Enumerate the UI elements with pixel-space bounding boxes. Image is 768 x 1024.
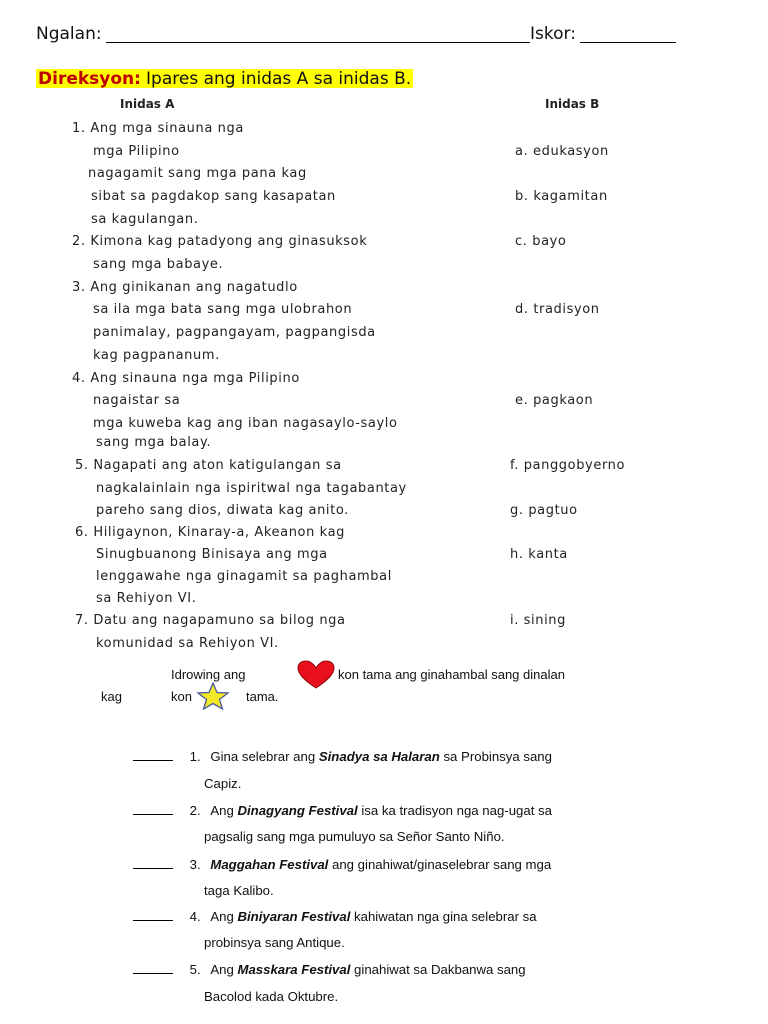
question-text: Ang (210, 962, 238, 977)
question-text: Gina selebrar ang (210, 749, 319, 764)
question-item (133, 962, 526, 977)
question-text: Ang (210, 803, 238, 818)
answer-blank[interactable] (133, 760, 173, 761)
question-festival: Masskara Festival (237, 962, 351, 977)
question-line2: pagsalig sang mga pumuluyo sa Señor Santo Niño. (204, 829, 505, 844)
column-b-item: i. sining (510, 613, 567, 628)
star-icon (196, 682, 230, 710)
column-a-line: panimalay, pagpangayam, pagpangisda (93, 325, 376, 340)
column-b-item: e. pagkaon (515, 393, 594, 408)
heart-icon (296, 660, 336, 690)
question-number: 3. (189, 857, 201, 872)
column-a-line: Sinugbuanong Binisaya ang mga (96, 547, 328, 562)
score-label: Iskor: (530, 24, 576, 44)
question-line2: probinsya sang Antique. (204, 935, 345, 950)
name-field[interactable] (106, 42, 530, 43)
instruction-part2: kon tama ang ginahambal sang dinalan (338, 667, 565, 682)
column-a-line: 5. Nagapati ang aton katigulangan sa (75, 458, 342, 473)
column-a-line: sa ila mga bata sang mga ulobrahon (93, 302, 353, 317)
column-a-line: sa Rehiyon VI. (96, 591, 197, 606)
column-a-line: mga Pilipino (93, 144, 180, 159)
name-label: Ngalan: (36, 24, 102, 44)
column-a-line: nagagamit sang mga pana kag (88, 166, 307, 181)
answer-blank[interactable] (133, 973, 173, 974)
question-text: ang ginahiwat/ginaselebrar sang mga (328, 857, 552, 872)
question-item (133, 909, 537, 924)
column-a-line: 4. Ang sinauna nga mga Pilipino (72, 371, 300, 386)
question-line2: Bacolod kada Oktubre. (204, 989, 339, 1004)
question-text: Ang (210, 909, 238, 924)
question-text: sa Probinsya sang (439, 749, 552, 764)
question-text: isa ka tradisyon nga nag-ugat sa (357, 803, 552, 818)
instruction-part4: kon (171, 689, 192, 704)
instruction-part5: tama. (246, 689, 279, 704)
question-festival: Dinagyang Festival (237, 803, 358, 818)
column-a-line: 1. Ang mga sinauna nga (72, 121, 244, 136)
column-a-line: sibat sa pagdakop sang kasapatan (91, 189, 336, 204)
column-a-line: kag pagpananum. (93, 348, 220, 363)
question-number: 2. (189, 803, 201, 818)
column-a-line: 2. Kimona kag patadyong ang ginasuksok (72, 234, 368, 249)
column-a-line: nagaistar sa (93, 393, 181, 408)
column-a-line: 3. Ang ginikanan ang nagatudlo (72, 280, 298, 295)
direction-text: Ipares ang inidas A sa inidas B. (146, 69, 412, 89)
question-number: 5. (189, 962, 201, 977)
answer-blank[interactable] (133, 920, 173, 921)
question-number: 4. (189, 909, 201, 924)
column-b-item: c. bayo (515, 234, 567, 249)
answer-blank[interactable] (133, 868, 173, 869)
question-line2: Capiz. (204, 776, 242, 791)
column-a-line: sa kagulangan. (91, 212, 199, 227)
direction-label: Direksyon: (38, 69, 141, 89)
question-festival: Biniyaran Festival (237, 909, 351, 924)
question-line2: taga Kalibo. (204, 883, 274, 898)
instruction-part3: kag (101, 689, 122, 704)
column-a-line: 6. Hiligaynon, Kinaray-a, Akeanon kag (75, 525, 345, 540)
column-a-line: sang mga babaye. (93, 257, 224, 272)
column-a-line: nagkalainlain nga ispiritwal nga tagabantay (96, 481, 407, 496)
column-a-title: Inidas A (120, 97, 175, 111)
column-b-title: Inidas B (545, 97, 600, 111)
column-a-line: lenggawahe nga ginagamit sa paghambal (96, 569, 392, 584)
instruction-part1: Idrowing ang (171, 667, 246, 682)
question-text: ginahiwat sa Dakbanwa sang (350, 962, 526, 977)
question-item (133, 857, 551, 872)
column-b-item: b. kagamitan (515, 189, 608, 204)
question-item (133, 803, 552, 818)
column-b-item: g. pagtuo (510, 503, 578, 518)
column-a-line: sang mga balay. (96, 435, 212, 450)
answer-blank[interactable] (133, 814, 173, 815)
column-b-item: f. panggobyerno (510, 458, 626, 473)
question-item (133, 749, 552, 764)
question-festival: Maggahan Festival (210, 857, 329, 872)
question-number: 1. (189, 749, 201, 764)
column-a-line: pareho sang dios, diwata kag anito. (96, 503, 349, 518)
column-a-line: 7. Datu ang nagapamuno sa bilog nga (75, 613, 346, 628)
question-text: kahiwatan nga gina selebrar sa (350, 909, 537, 924)
column-b-item: h. kanta (510, 547, 568, 562)
question-festival: Sinadya sa Halaran (318, 749, 440, 764)
column-b-item: d. tradisyon (515, 302, 600, 317)
column-a-line: mga kuweba kag ang iban nagasaylo-saylo (93, 416, 398, 431)
score-field[interactable] (580, 42, 676, 43)
column-a-line: komunidad sa Rehiyon VI. (96, 636, 279, 651)
column-b-item: a. edukasyon (515, 144, 609, 159)
direction-line (36, 69, 413, 89)
